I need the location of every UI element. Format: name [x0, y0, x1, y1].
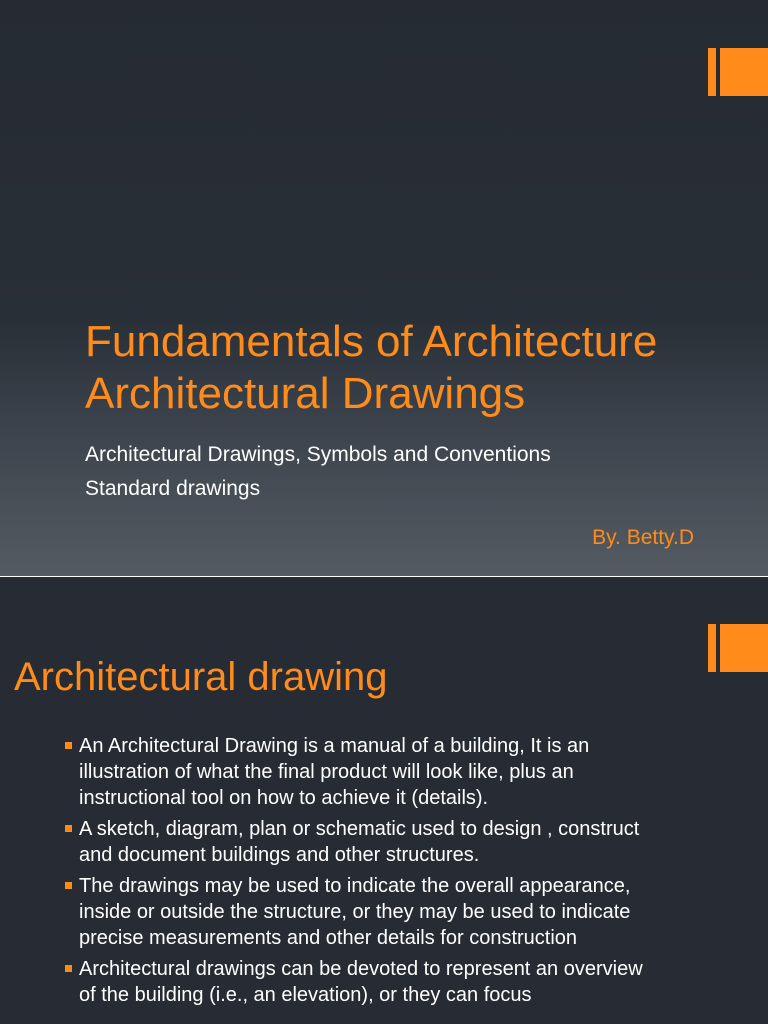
accent-bar-thin: [708, 48, 716, 96]
bullet-marker-icon: [65, 742, 72, 749]
subtitle-line: Standard drawings: [85, 477, 261, 500]
accent-bar-thin: [708, 624, 716, 672]
bullet-item: [62, 873, 662, 951]
bullet-text: An Architectural Drawing is a manual of a building, It is an illustration of what the final product will look like, plus an instructional tool on how to achieve it (details).: [79, 735, 590, 809]
title-line: Fundamentals of Architecture: [85, 317, 658, 366]
bullet-text: Architectural drawings can be devoted to represent an overview of the building (i.e., an elevation), or they can focus: [79, 958, 643, 1006]
bullet-list: [62, 733, 662, 1013]
slide-accent-decoration: [708, 48, 768, 96]
presentation-title: [85, 316, 725, 420]
subtitle-line: Architectural Drawings, Symbols and Conventions: [85, 443, 551, 466]
author-credit: By. Betty.D: [592, 526, 694, 549]
bullet-item: [62, 733, 662, 811]
bullet-item: [62, 956, 662, 1008]
title-line: Architectural Drawings: [85, 369, 526, 418]
bullet-marker-icon: [65, 825, 72, 832]
bullet-text: A sketch, diagram, plan or schematic used to design , construct and document buildings and other structures.: [79, 818, 640, 866]
presentation-subtitle: [85, 438, 725, 506]
slide-accent-decoration: [708, 624, 768, 672]
bullet-item: [62, 816, 662, 868]
bullet-marker-icon: [65, 882, 72, 889]
content-slide: [0, 577, 768, 1024]
accent-bar-block: [720, 48, 768, 96]
bullet-marker-icon: [65, 965, 72, 972]
bullet-text: The drawings may be used to indicate the overall appearance, inside or outside the structure, or they may be used to indicate precise measurements and other details for construction: [79, 875, 631, 949]
accent-bar-block: [720, 624, 768, 672]
slide-title: Architectural drawing: [14, 655, 388, 699]
